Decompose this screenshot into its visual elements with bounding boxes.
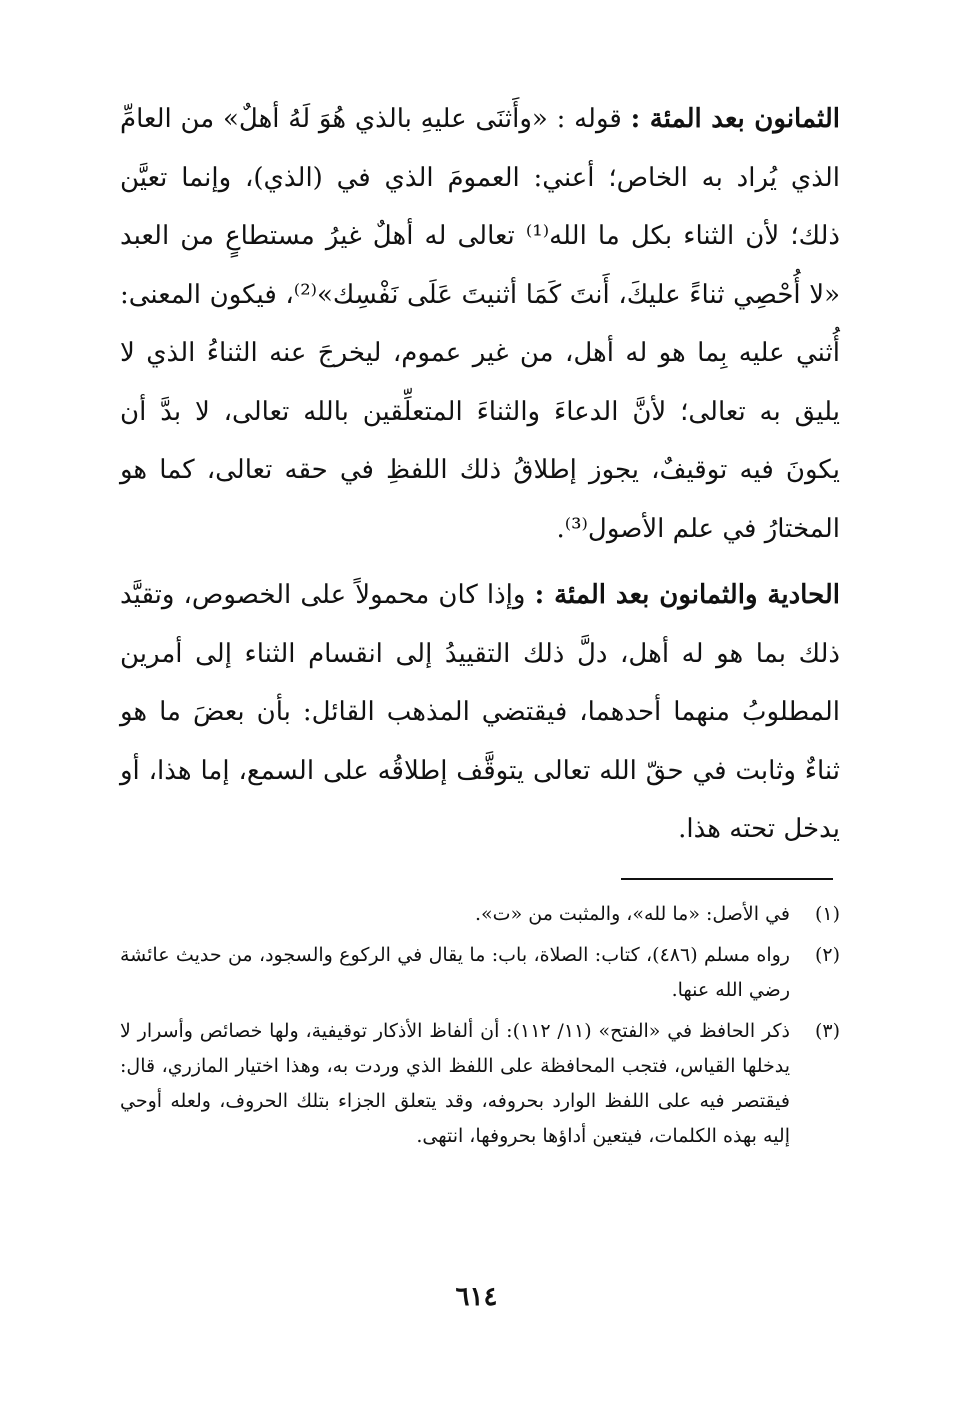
footnotes	[120, 897, 840, 1160]
page-body	[120, 90, 840, 859]
footnote-number: (٣)	[814, 1020, 840, 1042]
footnote-number: (١)	[814, 903, 840, 925]
paragraph-heading: الحادية والثمانون بعد المئة :	[534, 580, 841, 610]
footnote	[120, 1014, 840, 1154]
page-number: ٦١٤	[455, 1282, 498, 1312]
paragraph-heading: الثمانون بعد المئة :	[630, 104, 841, 134]
paragraph	[120, 90, 840, 558]
footnote-text: رواه مسلم (٤٨٦)، كتاب: الصلاة، باب: ما يقال في الركوع والسجود، من حديث عائشة رضي الله عنها.	[120, 944, 790, 1001]
paragraph-text: وإذا كان محمولاً على الخصوص، وتقيَّد ذلك بما هو له أهل، دلَّ ذلك التقييدُ إلى انقسام الثناء إلى أمرين المطلوبُ منهما أحدهما، فيقتضي المذهب القائل: بأن بعضَ ما هو ثناءٌ وثابت في حقّ الله تعالى يتوقَّف إطلاقُه على السمع، إما هذا، أو يدخل تحته هذا.	[120, 580, 840, 844]
footnote	[120, 897, 840, 932]
footnote	[120, 938, 840, 1008]
main-text	[120, 90, 840, 859]
footnote-number: (٢)	[814, 944, 840, 966]
footnote-separator	[621, 878, 833, 880]
footnote-text: ذكر الحافظ في «الفتح» (١١/ ١١٢): أن ألفاظ الأذكار توقيفية، ولها خصائص وأسرار لا يدخلها القياس، فتجب المحافظة على اللفظ الذي وردت به، وهذا اختيار المازري، قال: فيقتصر فيه على اللفظ الوارد بحروفه، وقد يتعلق الجزاء بتلك الحروف، ولعله أوحي إليه بهذه الكلمات، فيتعين أداؤها بحروفها، انتهى.	[120, 1020, 790, 1147]
footnote-text: في الأصل: «ما لله»، والمثبت من «ت».	[475, 903, 790, 925]
paragraph-text: قوله : «وأَثنَى عليهِ بالذي هُوَ لَهُ أهلٌ» من العامِّ الذي يُراد به الخاص؛ أعني: العمومَ الذي في (الذي)، وإنما تعيَّن ذلك؛ لأن الثناء بكل ما الله⁽¹⁾ تعالى له أهلٌ غيرُ مستطاعٍ من العبد «لا أُحْصِي ثناءً عليكَ، أَنتَ كَمَا أثنيتَ عَلَى نَفْسِك»⁽²⁾، فيكون المعنى: أُثني عليه بِما هو له أهل، من غير عموم، ليخرجَ عنه الثناءُ الذي لا يليق به تعالى؛ لأنَّ الدعاءَ والثناءَ المتعلِّقين بالله تعالى، لا بدَّ أن يكونَ فيه توقيفٌ، يجوز إطلاقُ ذلك اللفظِ في حقه تعالى، كما هو المختارُ في علم الأصول⁽³⁾.	[120, 104, 841, 544]
paragraph	[120, 566, 840, 859]
